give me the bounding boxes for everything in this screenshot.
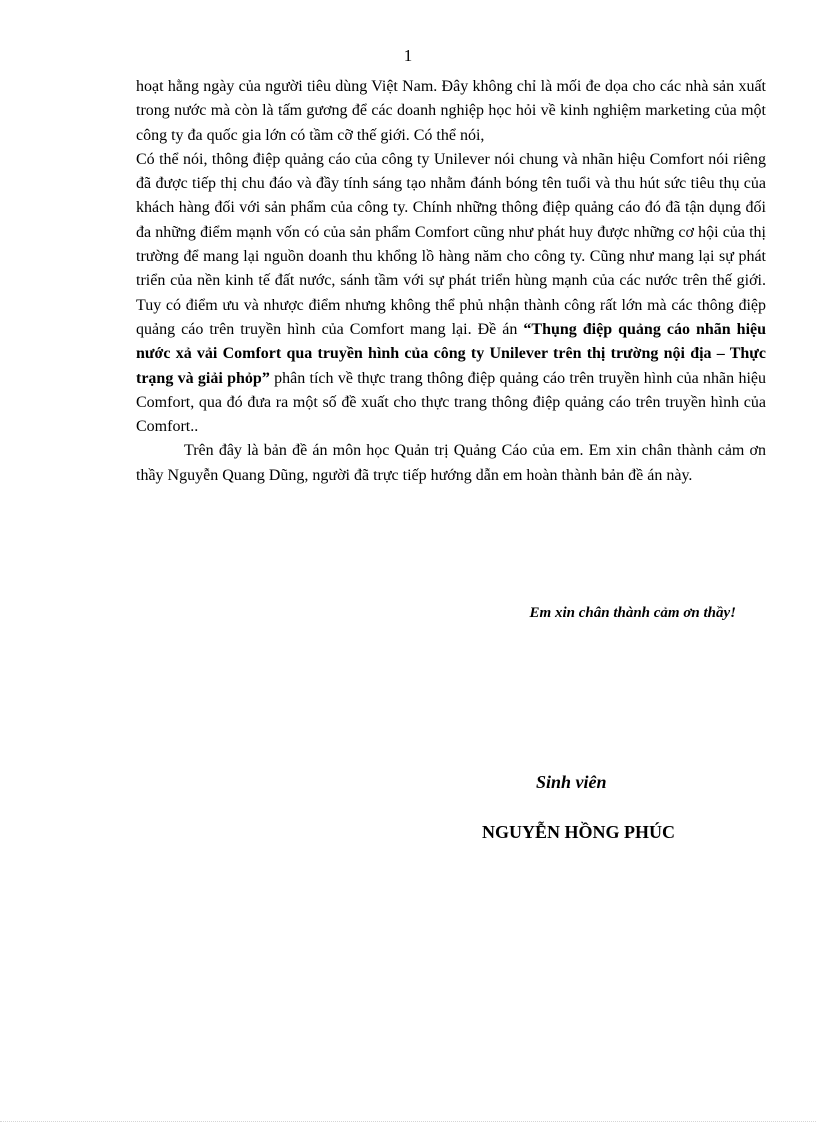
paragraph-main-end: phân tích về thực trang thông điệp quảng cáo trên truyền hình của nhãn hiệu Comfort, qua đó đưa ra một số đề xuất cho thực trang thông điệp quảng cáo trên truyền hình của Comfort.. — [136, 369, 766, 436]
paragraph-intro: hoạt hằng ngày của người tiêu dùng Việt Nam. Đây không chỉ là mối đe dọa cho các nhà sản xuất trong nước mà còn là tấm gương để các doanh nghiệp học hỏi về kinh nghiệm marketing của một công ty đa quốc gia lớn có tầm cỡ thế giới. Có thể nói, — [136, 78, 766, 144]
student-name: NGUYỄN HỒNG PHÚC — [482, 822, 675, 842]
body-text — [136, 75, 766, 488]
student-label: Sinh viên — [536, 772, 607, 792]
thanks-line: Em xin chân thành cảm ơn thầy! — [529, 605, 736, 621]
project-title: “Thụng điệp quảng cáo nhãn hiệu nước xả vải Comfort qua truyền hình của công ty Unilever trên thị trường nội địa – Thực trạng và giải phỏp” — [136, 320, 767, 387]
page-number: 1 — [403, 46, 413, 65]
paragraph-main-start: Có thể nói, thông điệp quảng cáo của công ty Unilever nói chung và nhãn hiệu Comfort nói riêng đã được tiếp thị chu đáo và đầy tính sáng tạo nhằm đánh bóng tên tuổi và thu hút sức tiêu thụ của khách hàng đối với sản phẩm của công ty. Chính những thông điệp quảng cáo đó đã tận dụng đối đa những điểm mạnh vốn có của sản phẩm Comfort cũng như phát huy được những cơ hội của thị trường để mang lại nguồn doanh thu khổng lồ hàng năm cho công ty. Cũng như mang lại sự phát triển của nền kinh tế đất nước, sánh tầm với sự phát triển hùng mạnh của các nước trên thế giới. Tuy có điểm ưu và nhược điểm nhưng không thể phủ nhận thành công rất lớn mà các thông điệp quảng cáo trên truyền hình của Comfort mang lại. Đề án — [136, 150, 766, 338]
page-bottom-divider — [0, 1121, 816, 1122]
paragraph-main — [136, 148, 766, 440]
paragraph-acknowledgement: Trên đây là bản đề án môn học Quản trị Quảng Cáo của em. Em xin chân thành cảm ơn thầy Nguyễn Quang Dũng, người đã trực tiếp hướng dẫn em hoàn thành bản đề án này. — [136, 442, 766, 484]
